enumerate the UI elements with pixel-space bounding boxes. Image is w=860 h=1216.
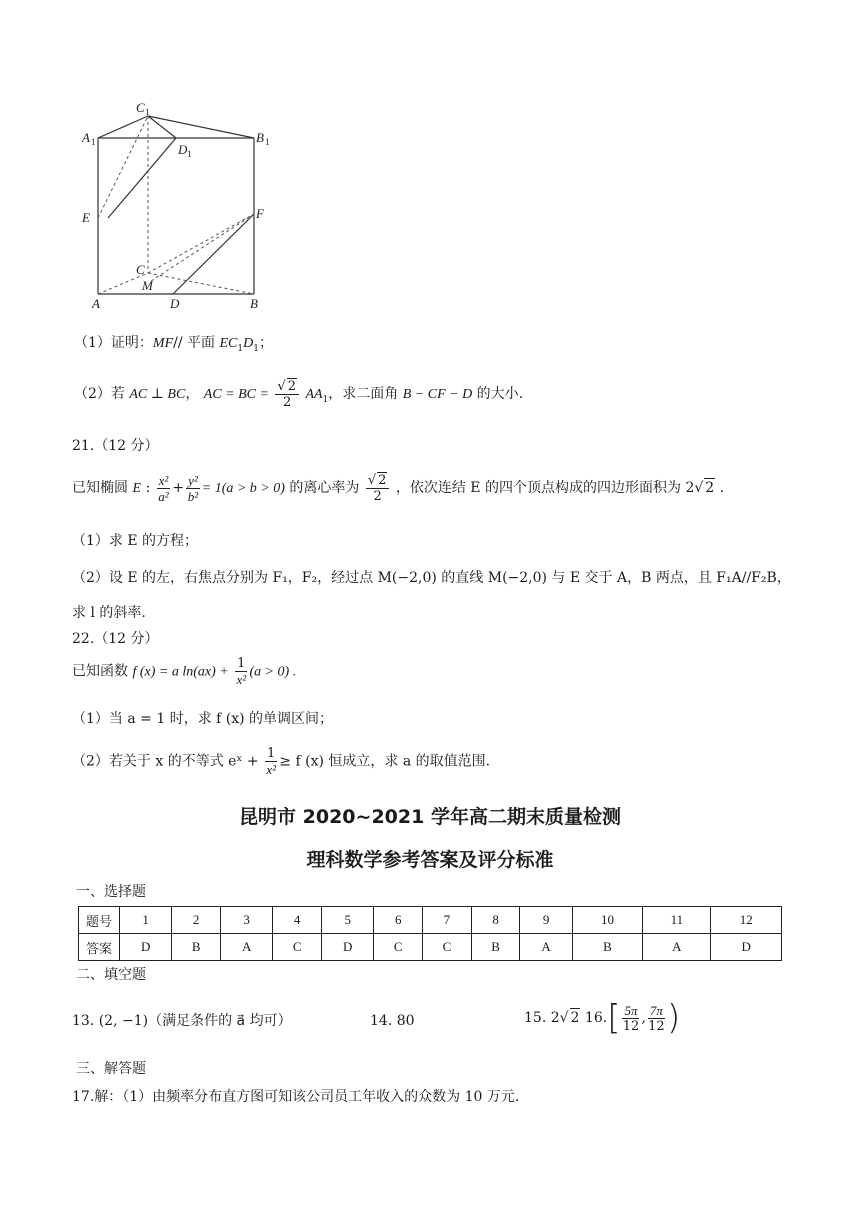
label-b1: B (256, 130, 264, 145)
label-a: A (92, 296, 100, 311)
q21-part2-line1: （2）设 E 的左，右焦点分别为 F₁，F₂，经过点 M(−2,0) 的直线 M(−2,0) 与 E 交于 A，B 两点，且 F₁A//F₂B， (72, 570, 791, 586)
label-b: B (250, 296, 258, 311)
label-c: C (136, 262, 145, 277)
section-solution: 三、解答题 (76, 1061, 146, 1077)
answers-title-2: 理科数学参考答案及评分标准 (306, 849, 554, 871)
q21-part1: （1）求 E 的方程； (72, 533, 199, 549)
label-c1: C (136, 100, 145, 115)
answer-15-16: 15. 2√ 2 16.[ $\frac{5\pi}{12}$ , $\frac{7\pi}{12}$ ) (524, 998, 681, 1038)
svg-text:1: 1 (265, 137, 270, 147)
label-e: E (82, 210, 90, 225)
label-a1: A (82, 130, 90, 145)
q22-part2: （2）若关于 x 的不等式 eˣ + $\frac{1}{\text{x²}}$ ≥ f (x) 恒成立，求 a 的取值范围. (72, 746, 491, 777)
table-row: 题号 1 2 3 4 5 6 7 8 9 10 11 12 (79, 907, 782, 934)
q22-part1: （1）当 a = 1 时，求 f (x) 的单调区间； (72, 711, 334, 727)
q21-header: 21.（12 分） (72, 438, 159, 454)
q22-header: 22.（12 分） (72, 631, 159, 647)
table-row: 答案 D B A C D C C B A B A D (79, 934, 782, 961)
q20-part1: （1）证明：MF// 平面 $EC_1D_1$； (74, 335, 273, 354)
prism-figure (78, 96, 278, 316)
q21-intro: 已知椭圆 E : $\frac{\text{x²}}{\text{a²}}$ + $\frac{\text{y²}}{\text{b²}}$ = 1(a > b > 0) 的离心率为 $\frac{√ 2}{2}$ ，依次连结 E 的四个顶点构成的四边形面积为 2√ 2 . (72, 472, 725, 504)
label-m: M (142, 278, 153, 293)
q22-intro: 已知函数 f (x) = a ln(ax) + $\frac{1}{\text{x²}}$ (a > 0) . (72, 656, 297, 687)
answer-table (78, 906, 782, 961)
label-d: D (170, 296, 180, 311)
answer-13: 13. (2, −1)（满足条件的 a⃗ 均可） (72, 1013, 292, 1029)
svg-text:1: 1 (187, 149, 192, 159)
q21-part2-line2: 求 l 的斜率. (72, 605, 146, 621)
label-f: F (256, 206, 264, 221)
section-fill: 二、填空题 (76, 967, 146, 983)
svg-text:1: 1 (145, 107, 150, 117)
q20-part2: （2）若 AC ⊥ BC， AC = BC = $\frac{√ 2}{2}$ $AA_1$，求二面角 B − CF − D 的大小. (74, 379, 524, 410)
answer-14: 14. 80 (370, 1013, 415, 1029)
answer-17: 17.解：（1）由频率分布直方图可知该公司员工年收入的众数为 10 万元. (72, 1089, 520, 1105)
svg-text:1: 1 (91, 137, 96, 147)
label-d1: D (178, 142, 188, 157)
section-choice: 一、选择题 (76, 884, 146, 900)
answers-title-1: 昆明市 2020~2021 学年高二期末质量检测 (239, 806, 621, 828)
